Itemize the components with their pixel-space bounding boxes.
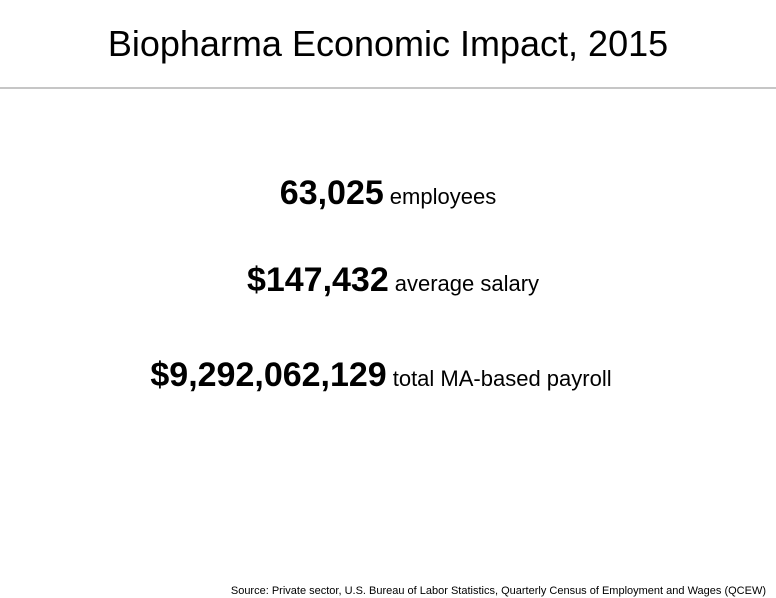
- stat-label: average salary: [394, 271, 540, 296]
- slide-title: Biopharma Economic Impact, 2015: [107, 23, 669, 64]
- stat-employees: [0, 174, 776, 213]
- stat-value: 63,025: [279, 174, 384, 212]
- title-divider: [0, 87, 776, 89]
- stat-label: total MA-based payroll: [392, 366, 612, 391]
- stat-total-payroll: [0, 356, 769, 395]
- stat-average-salary: [5, 261, 776, 300]
- source-footnote: Source: Private sector, U.S. Bureau of Labor Statistics, Quarterly Census of Employment and Wages (QCEW): [230, 585, 766, 597]
- stat-value: $9,292,062,129: [150, 356, 387, 394]
- stat-value: $147,432: [246, 261, 389, 299]
- stat-label: employees: [389, 184, 497, 209]
